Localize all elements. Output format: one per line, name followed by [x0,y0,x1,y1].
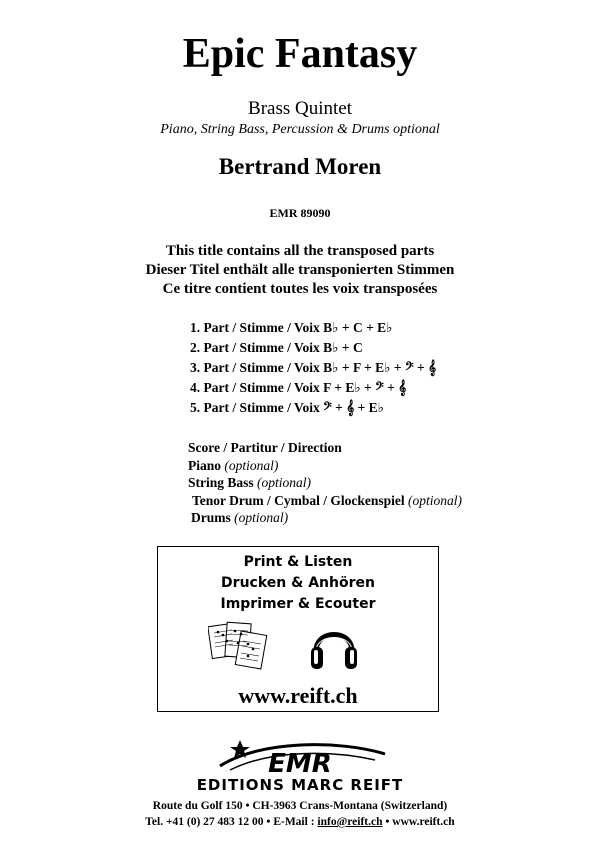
piano-line: Piano (optional) [188,457,279,473]
composer: Bertrand Moren [218,154,382,179]
part-item: 2. Part / Stimme / Voix B♭ + C [190,340,363,355]
notice-line-fr: Ce titre contient toutes les voix transposées [162,281,438,297]
catalog-number: EMR 89090 [269,206,331,220]
part-item: 4. Part / Stimme / Voix F + E♭ + 𝄢 + 𝄞 [190,380,407,395]
emr-logo [200,736,400,778]
page-title: Epic Fantasy [182,31,418,77]
subtitle: Brass Quintet [248,98,352,119]
instrumentation: Piano, String Bass, Percussion & Drums optional [160,122,440,137]
score-line: Score / Partitur / Direction [188,440,342,455]
part-item: 1. Part / Stimme / Voix B♭ + C + E♭ [190,320,393,335]
string-bass-line: String Bass (optional) [188,475,312,490]
print-listen-box [157,546,439,712]
transposed-parts-notice [0,242,600,299]
promo-line-de: Drucken & Anhören [221,575,375,591]
parts-list [190,318,436,418]
email-link[interactable]: info@reift.ch [317,816,383,828]
sheet-music-icon [208,619,272,671]
promo-line-en: Print & Listen [243,554,353,570]
notice-line-en: This title contains all the transposed parts [165,243,435,259]
additional-parts [188,439,462,527]
promo-line-fr: Imprimer & Ecouter [220,596,376,612]
promo-url: www.reift.ch [238,683,358,708]
publisher-address: Route du Golf 150 • CH-3963 Crans-Montana (Switzerland) [152,800,448,812]
part-item: 5. Part / Stimme / Voix 𝄢 + 𝄞 + E♭ [190,400,385,415]
publisher-name: EDITIONS MARC REIFT [196,776,404,794]
notice-line-de: Dieser Titel enthält alle transponierten Stimmen [145,262,455,278]
drums-line: Drums (optional) [191,510,289,525]
publisher-contact: Tel. +41 (0) 27 483 12 00 • E-Mail : info@reift.ch • www.reift.ch [145,816,455,828]
logo-text: EMR [268,749,332,778]
percussion-line: Tenor Drum / Cymbal / Glockenspiel (optional) [192,492,463,508]
part-item: 3. Part / Stimme / Voix B♭ + F + E♭ + 𝄢 + 𝄞 [190,360,437,375]
headphones-icon [308,619,360,675]
